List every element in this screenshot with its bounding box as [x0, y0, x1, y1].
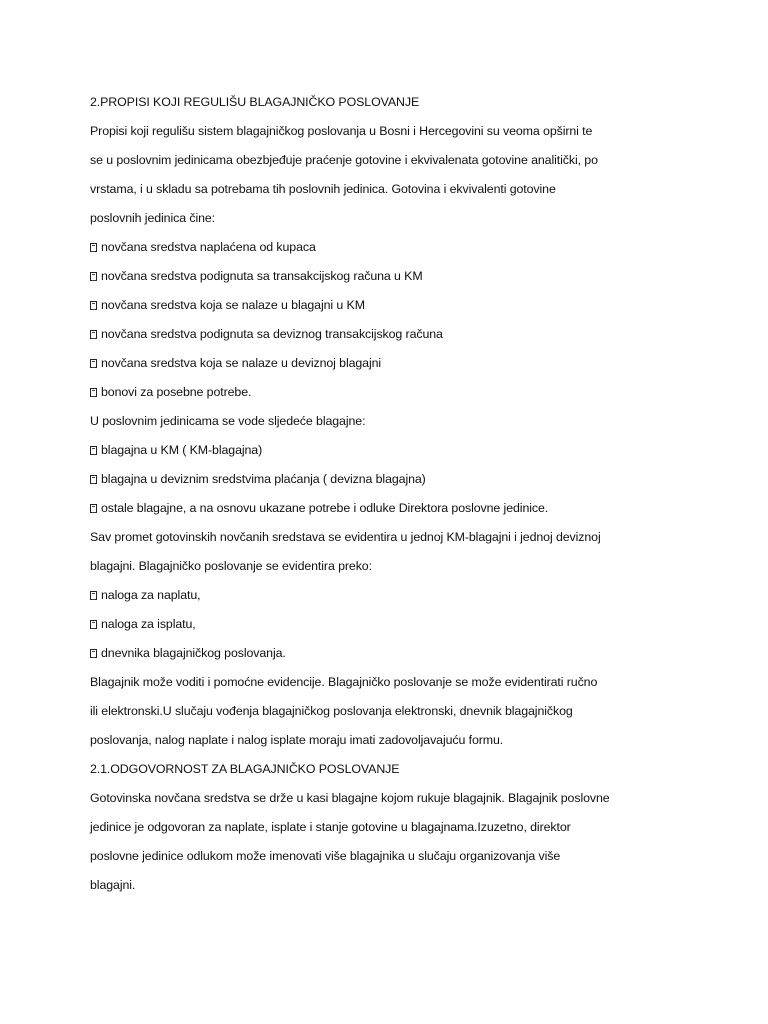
paragraph-line: poslovne jedinice odlukom može imenovati više blagajnika u slučaju organizovanja više: [90, 849, 561, 863]
paragraph-line: ili elektronski.U slučaju vođenja blagajničkog poslovanja elektronski, dnevnik blagajničkog: [90, 704, 573, 718]
paragraph-line: se u poslovnim jedinicama obezbjeđuje praćenje gotovine i ekvivalenata gotovine analitički, po: [90, 153, 598, 167]
list-item: novčana sredstva podignuta sa transakcijskog računa u KM: [90, 262, 650, 291]
list-item: novčana sredstva koja se nalaze u blagajni u KM: [90, 291, 650, 320]
paragraph-line: Propisi koji regulišu sistem blagajničkog poslovanja u Bosni i Hercegovini su veoma opširni te: [90, 124, 593, 138]
paragraph-line: poslovanja, nalog naplate i nalog isplate moraju imati zadovoljavajuću formu.: [90, 733, 504, 747]
paragraph-line: vrstama, i u skladu sa potrebama tih poslovnih jedinica. Gotovina i ekvivalenti gotovine: [90, 182, 556, 196]
list-item: blagajna u KM ( KM-blagajna): [90, 436, 650, 465]
paragraph-line: blagajni.: [90, 878, 136, 892]
list-item: novčana sredstva koja se nalaze u deviznoj blagajni: [90, 349, 650, 378]
bullet-glyph-icon: [90, 330, 97, 339]
list-item: naloga za isplatu,: [90, 610, 650, 639]
paragraph-line: Gotovinska novčana sredstva se drže u kasi blagajne kojom rukuje blagajnik. Blagajnik poslovne: [90, 791, 610, 805]
bullet-glyph-icon: [90, 359, 97, 368]
list-item: bonovi za posebne potrebe.: [90, 378, 650, 407]
bullet-glyph-icon: [90, 475, 97, 484]
list-item: dnevnika blagajničkog poslovanja.: [90, 639, 650, 668]
bullet-glyph-icon: [90, 446, 97, 455]
bullet-glyph-icon: [90, 649, 97, 658]
subsection-title: 2.1.ODGOVORNOST ZA BLAGAJNIČKO POSLOVANJE: [90, 762, 400, 776]
bullet-glyph-icon: [90, 243, 97, 252]
list-item: novčana sredstva naplaćena od kupaca: [90, 233, 650, 262]
paragraph-line: Blagajnik može voditi i pomoćne evidencije. Blagajničko poslovanje se može evidentirati ručno: [90, 675, 598, 689]
section-title: 2.PROPISI KOJI REGULIŠU BLAGAJNIČKO POSLOVANJE: [90, 95, 420, 109]
bullet-glyph-icon: [90, 272, 97, 281]
list-item: novčana sredstva podignuta sa deviznog transakcijskog računa: [90, 320, 650, 349]
bullet-glyph-icon: [90, 301, 97, 310]
paragraph-line: jedinice je odgovoran za naplate, isplate i stanje gotovine u blagajnama.Izuzetno, direktor: [90, 820, 571, 834]
paragraph-line: poslovnih jedinica čine:: [90, 211, 216, 225]
paragraph-line: U poslovnim jedinicama se vode sljedeće blagajne:: [90, 414, 366, 428]
bullet-glyph-icon: [90, 620, 97, 629]
paragraph-line: Sav promet gotovinskih novčanih sredstava se evidentira u jednoj KM-blagajni i jednoj deviznoj: [90, 530, 601, 544]
bullet-glyph-icon: [90, 591, 97, 600]
paragraph-line: blagajni. Blagajničko poslovanje se evidentira preko:: [90, 559, 372, 573]
list-item: blagajna u deviznim sredstvima plaćanja ( devizna blagajna): [90, 465, 650, 494]
list-item: ostale blagajne, a na osnovu ukazane potrebe i odluke Direktora poslovne jedinice.: [90, 494, 650, 523]
bullet-glyph-icon: [90, 388, 97, 397]
bullet-glyph-icon: [90, 504, 97, 513]
list-item: naloga za naplatu,: [90, 581, 650, 610]
document-page: [90, 88, 650, 900]
